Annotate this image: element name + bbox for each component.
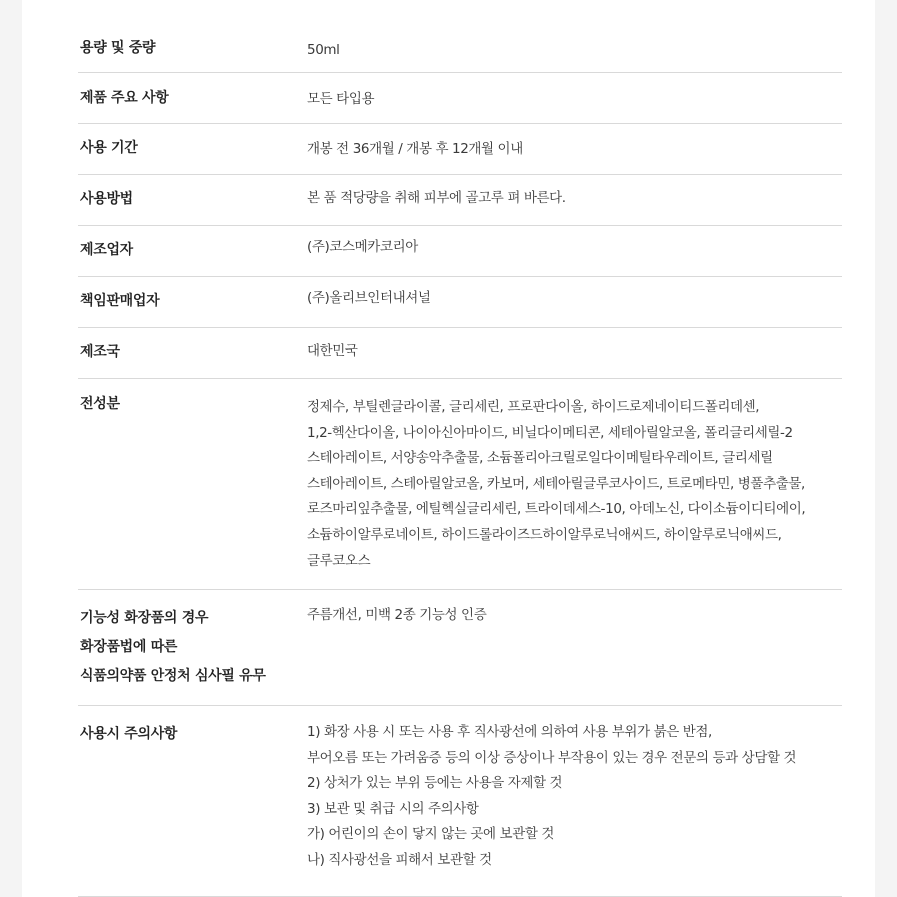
info-label <box>80 236 133 265</box>
info-row <box>78 706 842 897</box>
info-value-line: 가) 어린이의 손이 닿지 않는 곳에 보관할 것 <box>307 826 555 843</box>
info-row <box>78 226 842 277</box>
info-value-line: 대한민국 <box>307 343 358 359</box>
info-label <box>80 390 120 419</box>
info-value-line: 글루코오스 <box>307 552 371 569</box>
info-row <box>78 73 842 124</box>
info-label <box>80 287 159 316</box>
info-value-line: 부어오름 또는 가려움증 등의 이상 증상이나 부작용이 있는 경우 전문의 등과 상담할 것 <box>307 749 797 766</box>
info-row <box>78 124 842 175</box>
info-label <box>80 185 133 214</box>
info-label-line: 제품 주요 사항 <box>80 90 169 106</box>
info-value-line: 본 품 적당량을 취해 피부에 골고루 펴 바른다. <box>307 190 566 206</box>
info-row <box>78 175 842 226</box>
info-value-line: 2) 상처가 있는 부위 등에는 사용을 자제할 것 <box>307 775 563 792</box>
info-label-line: 제조업자 <box>80 242 133 258</box>
info-value-line: 1) 화장 사용 시 또는 사용 후 직사광선에 의하여 사용 부위가 붉은 반점, <box>307 724 712 740</box>
info-value-line: 주름개선, 미백 2종 기능성 인증 <box>307 607 487 623</box>
info-value <box>307 87 841 113</box>
info-value-line: 3) 보관 및 취급 시의 주의사항 <box>307 800 479 817</box>
info-value <box>307 339 841 365</box>
info-value-line: 로즈마리잎추출물, 에틸헥실글리세린, 트라이데세스-10, 아데노신, 다이소듐이디티에이, <box>307 501 806 518</box>
info-value-line: 1,2-헥산다이올, 나이아신아마이드, 비닐다이메티콘, 세테아릴알코올, 폴리글리세릴-2 <box>307 424 793 441</box>
info-label-line: 책임판매업자 <box>80 293 160 309</box>
info-value <box>307 186 841 212</box>
info-value-line: (주)올리브인터내셔널 <box>307 290 431 306</box>
info-label <box>80 34 155 63</box>
info-row <box>78 379 842 590</box>
info-value-line: (주)코스메카코리아 <box>307 239 418 255</box>
info-label-line: 화장품법에 따른 <box>80 639 178 655</box>
info-value <box>307 286 841 312</box>
info-row <box>78 277 842 328</box>
info-label <box>80 134 137 163</box>
info-label-line: 사용방법 <box>80 191 133 207</box>
info-value <box>307 235 841 261</box>
info-value <box>307 395 841 574</box>
info-label <box>80 84 169 113</box>
info-value <box>307 38 841 64</box>
info-label <box>80 604 266 691</box>
info-value <box>307 720 841 874</box>
info-label-line: 기능성 화장품의 경우 <box>80 610 209 626</box>
info-label-line: 전성분 <box>80 396 120 412</box>
info-label-line: 사용시 주의사항 <box>80 726 178 742</box>
info-value <box>307 137 841 163</box>
info-row <box>78 590 842 706</box>
info-label <box>80 720 177 749</box>
info-label-line: 식품의약품 안정처 심사필 유무 <box>80 668 266 684</box>
info-value-line: 개봉 전 36개월 / 개봉 후 12개월 이내 <box>307 141 523 157</box>
info-label-line: 제조국 <box>80 344 120 360</box>
info-row <box>78 328 842 379</box>
info-value-line: 소듐하이알루로네이트, 하이드롤라이즈드하이알루로닉애씨드, 하이알루로닉애씨드, <box>307 526 782 543</box>
info-value-line: 50ml <box>307 42 340 58</box>
info-label-line: 사용 기간 <box>80 140 138 156</box>
info-label <box>80 338 120 367</box>
info-row <box>78 22 842 73</box>
info-value-line: 정제수, 부틸렌글라이콜, 글리세린, 프로판다이올, 하이드로제네이티드폴리데센, <box>307 399 760 415</box>
info-value <box>307 603 841 629</box>
info-label-line: 용량 및 중량 <box>80 40 156 56</box>
info-value-line: 스테아레이트, 서양송악추출물, 소듐폴리아크릴로일다이메틸타우레이트, 글리세릴 <box>307 450 773 467</box>
info-value-line: 스테아레이트, 스테아릴알코올, 카보머, 세테아릴글루코사이드, 트로메타민, 병풀추출물, <box>307 475 805 492</box>
info-value-line: 나) 직사광선을 피해서 보관할 것 <box>307 851 492 868</box>
info-value-line: 모든 타입용 <box>307 91 375 107</box>
